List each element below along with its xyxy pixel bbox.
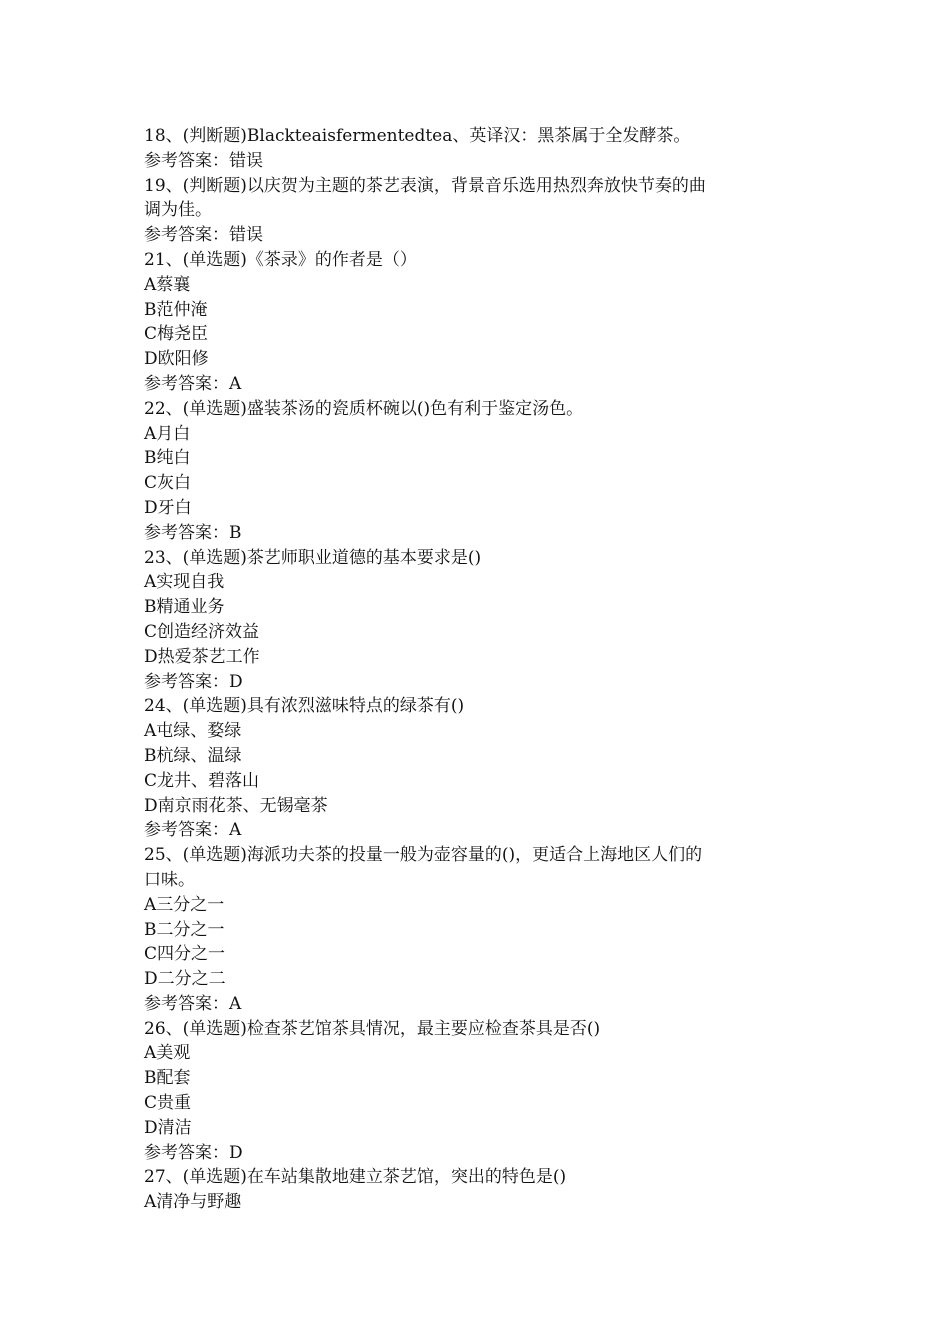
option-b: B纯白 [144, 448, 191, 469]
answer-line: 参考答案：D [144, 671, 243, 692]
option-c: C梅尧臣 [144, 324, 209, 345]
question-stem: 24、(单选题)具有浓烈滋味特点的绿茶有() [144, 696, 465, 717]
option-c: C创造经济效益 [144, 621, 260, 642]
question-stem: 25、(单选题)海派功夫茶的投量一般为壶容量的()，更适合上海地区人们的 [144, 845, 703, 866]
answer-line: 参考答案：A [144, 373, 242, 394]
question-stem: 18、(判断题)Blackteaisfermentedtea、英译汉：黑茶属于全发酵茶。 [144, 126, 691, 146]
option-a: A蔡襄 [144, 274, 191, 295]
question-stem-continued: 调为佳。 [144, 200, 212, 221]
option-b: B配套 [144, 1068, 191, 1089]
option-d: D清洁 [144, 1117, 192, 1138]
option-a: A美观 [144, 1043, 191, 1064]
option-c: C贵重 [144, 1093, 192, 1114]
answer-line: 参考答案：B [144, 522, 242, 543]
question-18 [144, 124, 824, 174]
question-24 [144, 694, 824, 843]
question-stem: 27、(单选题)在车站集散地建立茶艺馆，突出的特色是() [144, 1167, 567, 1188]
question-25 [144, 843, 824, 1017]
answer-line: 参考答案：A [144, 993, 242, 1014]
option-d: D热爱茶艺工作 [144, 646, 260, 667]
question-stem: 22、(单选题)盛装茶汤的瓷质杯碗以()色有利于鉴定汤色。 [144, 398, 584, 419]
question-26 [144, 1017, 824, 1166]
option-a: A月白 [144, 423, 191, 444]
question-23 [144, 546, 824, 695]
option-d: D牙白 [144, 497, 192, 518]
question-21 [144, 248, 824, 397]
answer-line: 参考答案：错误 [144, 225, 263, 246]
option-b: B二分之一 [144, 919, 225, 940]
option-b: B杭绿、温绿 [144, 745, 242, 766]
question-stem: 26、(单选题)检查茶艺馆茶具情况，最主要应检查茶具是否() [144, 1018, 601, 1039]
answer-line: 参考答案：错误 [144, 150, 263, 171]
question-stem: 21、(单选题)《茶录》的作者是（） [144, 249, 417, 270]
option-d: D二分之二 [144, 969, 226, 990]
question-list [144, 124, 824, 1215]
question-27 [144, 1165, 824, 1215]
option-d: D南京雨花茶、无锡毫茶 [144, 795, 328, 816]
option-c: C龙井、碧落山 [144, 770, 260, 791]
option-d: D欧阳修 [144, 349, 209, 370]
question-stem: 19、(判断题)以庆贺为主题的茶艺表演，背景音乐选用热烈奔放快节奏的曲 [144, 175, 706, 196]
option-a: A屯绿、婺绿 [144, 721, 242, 742]
option-a: A三分之一 [144, 894, 225, 915]
option-a: A清净与野趣 [144, 1192, 242, 1213]
option-b: B精通业务 [144, 597, 225, 618]
question-19 [144, 174, 824, 248]
option-b: B范仲淹 [144, 299, 208, 320]
question-stem-continued: 口味。 [144, 869, 195, 890]
answer-line: 参考答案：A [144, 820, 242, 841]
option-c: C四分之一 [144, 944, 226, 965]
question-22 [144, 397, 824, 546]
question-stem: 23、(单选题)茶艺师职业道德的基本要求是() [144, 547, 482, 568]
option-c: C灰白 [144, 473, 192, 494]
answer-line: 参考答案：D [144, 1142, 243, 1163]
option-a: A实现自我 [144, 572, 225, 593]
